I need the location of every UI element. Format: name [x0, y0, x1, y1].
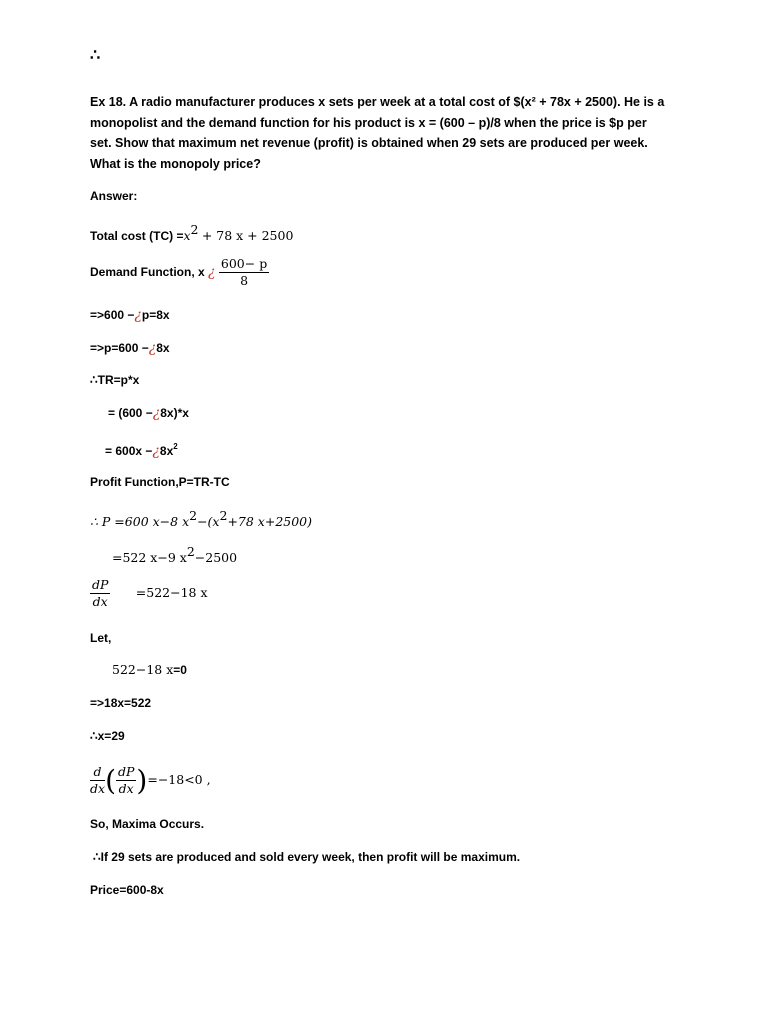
p-eq-e2: 2 — [219, 508, 228, 523]
tr2-symbol: ¿ — [152, 405, 161, 421]
step1-b: p=8x — [141, 308, 170, 322]
demand-fraction — [219, 256, 269, 289]
p-eq-a: ∴ P =600 x−8 x — [90, 514, 190, 529]
price-line: Price=600-8x — [90, 883, 164, 897]
profit-function-label: Profit Function,P=TR-TC — [90, 475, 230, 489]
set-zero-a: 522−18 x — [112, 662, 174, 677]
demand-denominator: 8 — [240, 273, 249, 289]
demand-symbol: ¿ — [208, 264, 216, 280]
maxima-line: So, Maxima Occurs. — [90, 817, 205, 831]
second-dp-num: dP — [118, 764, 135, 780]
tr2-line — [108, 403, 189, 423]
p-simpl-e: 2 — [186, 544, 195, 559]
x29-line: ∴x=29 — [90, 729, 125, 743]
let-label: Let, — [90, 631, 112, 645]
p-simpl-a: =522 x−9 x — [112, 550, 187, 565]
tc-rest: + 78 x + 2500 — [201, 228, 294, 243]
left-paren: ( — [105, 763, 116, 797]
profit-equation — [90, 506, 312, 532]
second-dp-fraction — [116, 764, 136, 797]
p-eq-b: −(x — [197, 514, 220, 529]
question-text: Ex 18. A radio manufacturer produces x sets per week at a total cost of $(x² + 78x + 2500). He is a monopolist and the demand function for his product is x = (600 – p)/8 when the price is $p per set. Show that maximum net revenue (profit) is obtained when 29 sets are produced per week. What is the monopoly price? — [90, 95, 665, 171]
p-eq-c: +78 x+2500) — [227, 514, 313, 529]
tr3-symbol: ¿ — [152, 443, 160, 459]
demand-function-line — [90, 254, 269, 290]
second-rhs: =−18<0 , — [147, 772, 211, 787]
tc-label: Total cost (TC) = — [90, 229, 184, 243]
step1-a: =>600 − — [90, 308, 135, 322]
derivative-denominator: dx — [92, 594, 108, 610]
second-dp-den: dx — [118, 781, 134, 797]
step1-symbol: ¿ — [134, 307, 142, 323]
p-eq-e1: 2 — [189, 508, 198, 523]
derivative-numerator: dP — [92, 577, 109, 593]
tr2-a: = (600 − — [108, 406, 153, 420]
step2-b: 8x — [156, 341, 170, 355]
eq18-line: =>18x=522 — [90, 696, 152, 710]
derivative-fraction — [90, 577, 110, 610]
tc-x: x — [183, 228, 191, 243]
step1-line — [90, 305, 170, 325]
tr3-a: = 600x − — [105, 444, 153, 458]
total-cost-line — [90, 220, 293, 246]
set-zero-line — [112, 660, 187, 680]
profit-simplified — [112, 542, 237, 568]
tr3-b: 8x — [159, 444, 174, 458]
p-simpl-b: −2500 — [194, 550, 238, 565]
step2-a: =>p=600 − — [90, 341, 149, 355]
therefore-symbol: ∴ — [90, 47, 101, 64]
second-d-fraction — [90, 764, 105, 797]
conclusion-line: ∴If 29 sets are produced and sold every week, then profit will be maximum. — [93, 850, 521, 864]
answer-label: Answer: — [90, 189, 138, 203]
tr3-exp: 2 — [173, 442, 178, 451]
set-zero-b: =0 — [173, 663, 187, 677]
derivative-rhs: =522−18 x — [135, 585, 208, 600]
demand-label: Demand Function, x — [90, 265, 205, 279]
demand-numerator: 600− p — [220, 256, 268, 272]
second-d-den: dx — [90, 781, 106, 797]
step2-symbol: ¿ — [148, 340, 157, 356]
tr2-b: 8x)*x — [160, 406, 189, 420]
second-d-num: d — [90, 764, 105, 781]
step2-line — [90, 338, 170, 358]
tr-line: ∴TR=p*x — [90, 373, 140, 387]
tr3-line — [105, 437, 178, 461]
right-paren: ) — [136, 763, 148, 797]
tc-exp: 2 — [190, 222, 199, 237]
derivative-line — [90, 575, 208, 611]
second-derivative-line — [90, 760, 211, 800]
